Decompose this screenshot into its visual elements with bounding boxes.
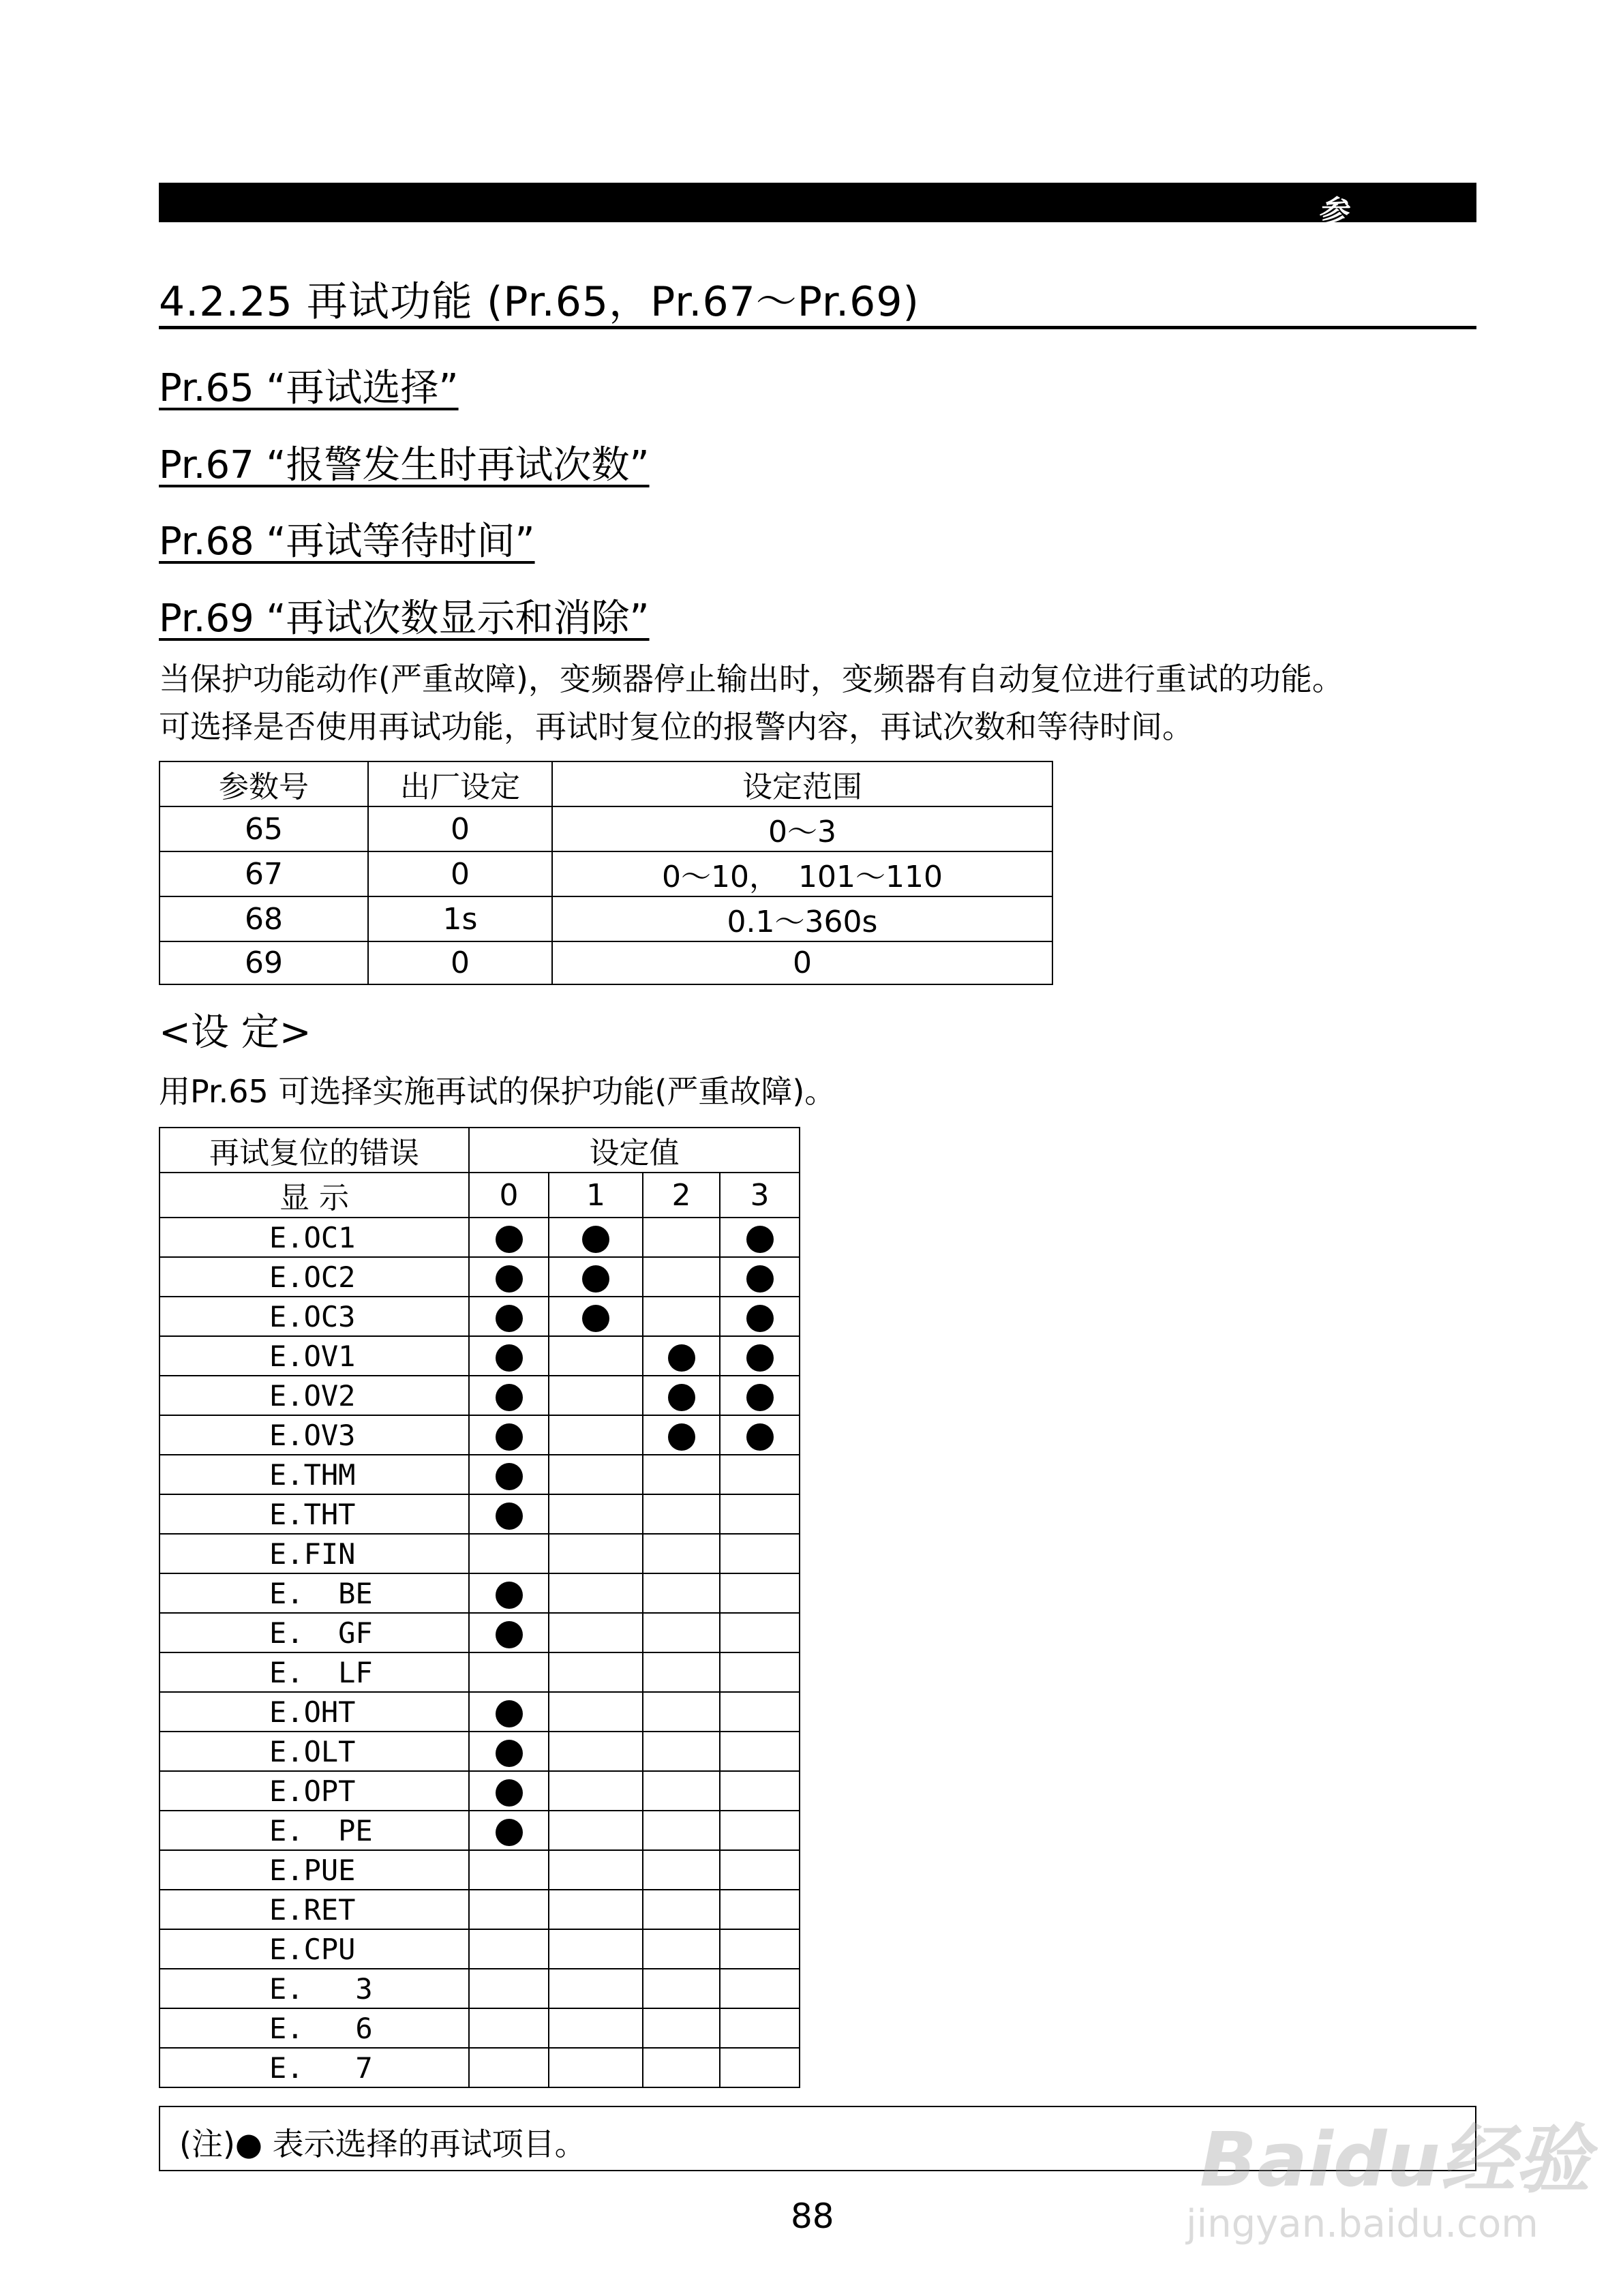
setting-1-cell xyxy=(549,1692,643,1732)
table-row xyxy=(160,1218,800,1257)
table-row xyxy=(160,1811,800,1850)
retry-table-body xyxy=(160,1218,800,2087)
table-row xyxy=(160,2008,800,2048)
param-heading-pr65: Pr.65 “再试选择” xyxy=(159,366,459,410)
table-row xyxy=(160,1652,800,1692)
header-setting-0: 0 xyxy=(469,1173,549,1218)
setting-3-cell xyxy=(720,1257,800,1297)
setting-1-cell xyxy=(549,2008,643,2048)
setting-2-cell xyxy=(643,1376,720,1415)
setting-1-cell xyxy=(549,1494,643,1534)
section-title: 4.2.25 再试功能 (Pr.65，Pr.67～Pr.69) xyxy=(159,278,920,326)
error-code: E. GF xyxy=(160,1613,469,1652)
error-code: E.OC3 xyxy=(160,1297,469,1336)
error-code: E.OV2 xyxy=(160,1376,469,1415)
table-row xyxy=(160,1771,800,1811)
setting-1-cell xyxy=(549,1850,643,1890)
setting-0-cell xyxy=(469,1415,549,1455)
setting-2-cell xyxy=(643,1613,720,1652)
table-row xyxy=(160,1573,800,1613)
setting-0-cell xyxy=(469,1376,549,1415)
setting-2-cell xyxy=(643,1336,720,1376)
error-code: E. PE xyxy=(160,1811,469,1850)
setting-0-cell xyxy=(469,1929,549,1969)
error-code: E. LF xyxy=(160,1652,469,1692)
setting-1-cell xyxy=(549,1929,643,1969)
watermark-url: jingyan.baidu.com xyxy=(1186,2202,1538,2246)
setting-0-cell xyxy=(469,1850,549,1890)
selected-dot-icon xyxy=(496,1344,523,1372)
selected-dot-icon xyxy=(496,1463,523,1490)
cell-setting-range: 0～3 xyxy=(552,806,1052,851)
intro-line-1: 当保护功能动作(严重故障)，变频器停止输出时，变频器有自动复位进行重试的功能。 xyxy=(159,661,1344,697)
table-row xyxy=(160,851,1052,896)
selected-dot-icon xyxy=(496,1423,523,1451)
table-row xyxy=(160,2048,800,2087)
table-row xyxy=(160,941,1052,984)
setting-0-cell xyxy=(469,1692,549,1732)
setting-0-cell xyxy=(469,1336,549,1376)
table-row xyxy=(160,806,1052,851)
error-code: E. BE xyxy=(160,1573,469,1613)
selected-dot-icon xyxy=(582,1265,609,1293)
setting-1-cell xyxy=(549,1652,643,1692)
setting-0-cell xyxy=(469,2048,549,2087)
selected-dot-icon xyxy=(746,1423,774,1451)
table-row xyxy=(160,1692,800,1732)
header-setting-value: 设定值 xyxy=(469,1128,800,1173)
setting-1-cell xyxy=(549,1376,643,1415)
setting-0-cell xyxy=(469,1257,549,1297)
setting-3-cell xyxy=(720,1929,800,1969)
setting-1-cell xyxy=(549,1771,643,1811)
selected-dot-icon xyxy=(496,1265,523,1293)
selected-dot-icon xyxy=(496,1582,523,1609)
settings-heading: <设 定> xyxy=(159,1010,312,1055)
setting-0-cell xyxy=(469,1455,549,1494)
setting-2-cell xyxy=(643,1929,720,1969)
setting-1-cell xyxy=(549,1890,643,1929)
parameter-table-header xyxy=(160,761,1052,806)
setting-1-cell xyxy=(549,1415,643,1455)
header-label-right: 数 xyxy=(1512,194,1542,229)
table-row xyxy=(160,1732,800,1771)
setting-1-cell xyxy=(549,1218,643,1257)
setting-3-cell xyxy=(720,1494,800,1534)
setting-2-cell xyxy=(643,1811,720,1850)
header-label-left: 参 xyxy=(1318,194,1348,229)
selected-dot-icon xyxy=(746,1344,774,1372)
error-code: E.OHT xyxy=(160,1692,469,1732)
setting-3-cell xyxy=(720,1692,800,1732)
setting-3-cell xyxy=(720,1850,800,1890)
cell-factory-setting: 1s xyxy=(368,896,552,941)
error-code: E.THM xyxy=(160,1455,469,1494)
table-row xyxy=(160,1336,800,1376)
cell-factory-setting: 0 xyxy=(368,941,552,984)
table-row xyxy=(160,1455,800,1494)
error-code: E.OLT xyxy=(160,1732,469,1771)
retry-error-table xyxy=(159,1127,800,2088)
selected-dot-icon xyxy=(496,1779,523,1807)
selected-dot-icon xyxy=(496,1226,523,1253)
parameter-table xyxy=(159,761,1053,985)
table-row xyxy=(160,1257,800,1297)
setting-1-cell xyxy=(549,1257,643,1297)
header-setting-3: 3 xyxy=(720,1173,800,1218)
setting-2-cell xyxy=(643,2008,720,2048)
retry-table-header-2 xyxy=(160,1173,800,1218)
page-number: 88 xyxy=(791,2196,834,2236)
table-row xyxy=(160,1534,800,1573)
setting-3-cell xyxy=(720,1969,800,2008)
error-code: E. 7 xyxy=(160,2048,469,2087)
setting-0-cell xyxy=(469,1969,549,2008)
cell-param-no: 67 xyxy=(160,851,368,896)
setting-3-cell xyxy=(720,1890,800,1929)
setting-2-cell xyxy=(643,1692,720,1732)
table-row xyxy=(160,1297,800,1336)
table-row xyxy=(160,896,1052,941)
table-row xyxy=(160,1613,800,1652)
selected-dot-icon xyxy=(668,1384,695,1411)
header-setting-1: 1 xyxy=(549,1173,643,1218)
intro-line-2: 可选择是否使用再试功能，再试时复位的报警内容，再试次数和等待时间。 xyxy=(159,708,1194,745)
setting-2-cell xyxy=(643,1494,720,1534)
error-code: E.OV1 xyxy=(160,1336,469,1376)
selected-dot-icon xyxy=(746,1226,774,1253)
selected-dot-icon xyxy=(496,1502,523,1530)
setting-3-cell xyxy=(720,1297,800,1336)
selected-dot-icon xyxy=(496,1740,523,1767)
setting-2-cell xyxy=(643,1297,720,1336)
param-heading-pr68: Pr.68 “再试等待时间” xyxy=(159,519,535,564)
setting-2-cell xyxy=(643,1890,720,1929)
table-row xyxy=(160,1850,800,1890)
setting-1-cell xyxy=(549,1969,643,2008)
setting-0-cell xyxy=(469,1890,549,1929)
error-code: E.THT xyxy=(160,1494,469,1534)
header-setting-2: 2 xyxy=(643,1173,720,1218)
setting-3-cell xyxy=(720,1218,800,1257)
setting-2-cell xyxy=(643,1969,720,2008)
header-retry-error: 再试复位的错误 xyxy=(160,1128,469,1173)
setting-2-cell xyxy=(643,1850,720,1890)
setting-1-cell xyxy=(549,1811,643,1850)
settings-description: 用Pr.65 可选择实施再试的保护功能(严重故障)。 xyxy=(159,1073,836,1110)
setting-3-cell xyxy=(720,1415,800,1455)
error-code: E.PUE xyxy=(160,1850,469,1890)
setting-2-cell xyxy=(643,1455,720,1494)
setting-2-cell xyxy=(643,1732,720,1771)
setting-0-cell xyxy=(469,2008,549,2048)
error-code: E.OC2 xyxy=(160,1257,469,1297)
cell-factory-setting: 0 xyxy=(368,851,552,896)
setting-3-cell xyxy=(720,1613,800,1652)
error-code: E. 6 xyxy=(160,2008,469,2048)
setting-2-cell xyxy=(643,1218,720,1257)
selected-dot-icon xyxy=(582,1305,609,1332)
setting-0-cell xyxy=(469,1771,549,1811)
setting-0-cell xyxy=(469,1811,549,1850)
setting-2-cell xyxy=(643,1652,720,1692)
table-row xyxy=(160,1929,800,1969)
cell-setting-range: 0.1～360s xyxy=(552,896,1052,941)
setting-3-cell xyxy=(720,1573,800,1613)
selected-dot-icon xyxy=(496,1621,523,1648)
table-row xyxy=(160,1376,800,1415)
setting-1-cell xyxy=(549,1336,643,1376)
setting-2-cell xyxy=(643,1771,720,1811)
selected-dot-icon xyxy=(496,1384,523,1411)
error-code: E.RET xyxy=(160,1890,469,1929)
setting-2-cell xyxy=(643,1534,720,1573)
table-row xyxy=(160,1969,800,2008)
selected-dot-icon xyxy=(668,1423,695,1451)
setting-0-cell xyxy=(469,1534,549,1573)
selected-dot-icon xyxy=(746,1265,774,1293)
header-setting-range: 设定范围 xyxy=(552,761,1052,806)
setting-1-cell xyxy=(549,1613,643,1652)
setting-3-cell xyxy=(720,2008,800,2048)
setting-3-cell xyxy=(720,1732,800,1771)
selected-dot-icon xyxy=(668,1344,695,1372)
header-display: 显 示 xyxy=(160,1173,469,1218)
setting-3-cell xyxy=(720,1771,800,1811)
setting-1-cell xyxy=(549,1297,643,1336)
error-code: E.OV3 xyxy=(160,1415,469,1455)
cell-param-no: 65 xyxy=(160,806,368,851)
setting-2-cell xyxy=(643,1415,720,1455)
setting-3-cell xyxy=(720,1336,800,1376)
watermark xyxy=(1159,2100,1590,2270)
retry-table-header-1 xyxy=(160,1128,800,1173)
param-heading-pr67: Pr.67 “报警发生时再试次数” xyxy=(159,443,650,487)
header-factory-setting: 出厂设定 xyxy=(368,761,552,806)
cell-setting-range: 0 xyxy=(552,941,1052,984)
setting-1-cell xyxy=(549,1534,643,1573)
table-row xyxy=(160,1494,800,1534)
setting-1-cell xyxy=(549,1732,643,1771)
selected-dot-icon xyxy=(496,1305,523,1332)
setting-0-cell xyxy=(469,1613,549,1652)
setting-3-cell xyxy=(720,1376,800,1415)
setting-1-cell xyxy=(549,1573,643,1613)
error-code: E.FIN xyxy=(160,1534,469,1573)
setting-0-cell xyxy=(469,1494,549,1534)
selected-dot-icon xyxy=(746,1384,774,1411)
note-text: (注)● 表示选择的再试项目。 xyxy=(179,2126,586,2162)
setting-3-cell xyxy=(720,1652,800,1692)
setting-0-cell xyxy=(469,1573,549,1613)
error-code: E.OC1 xyxy=(160,1218,469,1257)
setting-3-cell xyxy=(720,1534,800,1573)
setting-3-cell xyxy=(720,1455,800,1494)
watermark-logo-text: Baidu经验 xyxy=(1200,2116,1590,2203)
setting-2-cell xyxy=(643,1573,720,1613)
setting-3-cell xyxy=(720,1811,800,1850)
table-row xyxy=(160,1415,800,1455)
cell-factory-setting: 0 xyxy=(368,806,552,851)
setting-0-cell xyxy=(469,1732,549,1771)
setting-0-cell xyxy=(469,1218,549,1257)
selected-dot-icon xyxy=(496,1700,523,1727)
cell-param-no: 69 xyxy=(160,941,368,984)
header-param-no: 参数号 xyxy=(160,761,368,806)
setting-0-cell xyxy=(469,1297,549,1336)
error-code: E.OPT xyxy=(160,1771,469,1811)
selected-dot-icon xyxy=(496,1819,523,1846)
setting-2-cell xyxy=(643,1257,720,1297)
error-code: E. 3 xyxy=(160,1969,469,2008)
cell-setting-range: 0～10， 101～110 xyxy=(552,851,1052,896)
setting-2-cell xyxy=(643,2048,720,2087)
setting-3-cell xyxy=(720,2048,800,2087)
cell-param-no: 68 xyxy=(160,896,368,941)
error-code: E.CPU xyxy=(160,1929,469,1969)
table-row xyxy=(160,1890,800,1929)
header-bar xyxy=(159,183,1542,229)
param-heading-pr69: Pr.69 “再试次数显示和消除” xyxy=(159,596,650,641)
selected-dot-icon xyxy=(582,1226,609,1253)
title-rule xyxy=(159,326,1476,329)
setting-1-cell xyxy=(549,1455,643,1494)
setting-1-cell xyxy=(549,2048,643,2087)
setting-0-cell xyxy=(469,1652,549,1692)
selected-dot-icon xyxy=(746,1305,774,1332)
